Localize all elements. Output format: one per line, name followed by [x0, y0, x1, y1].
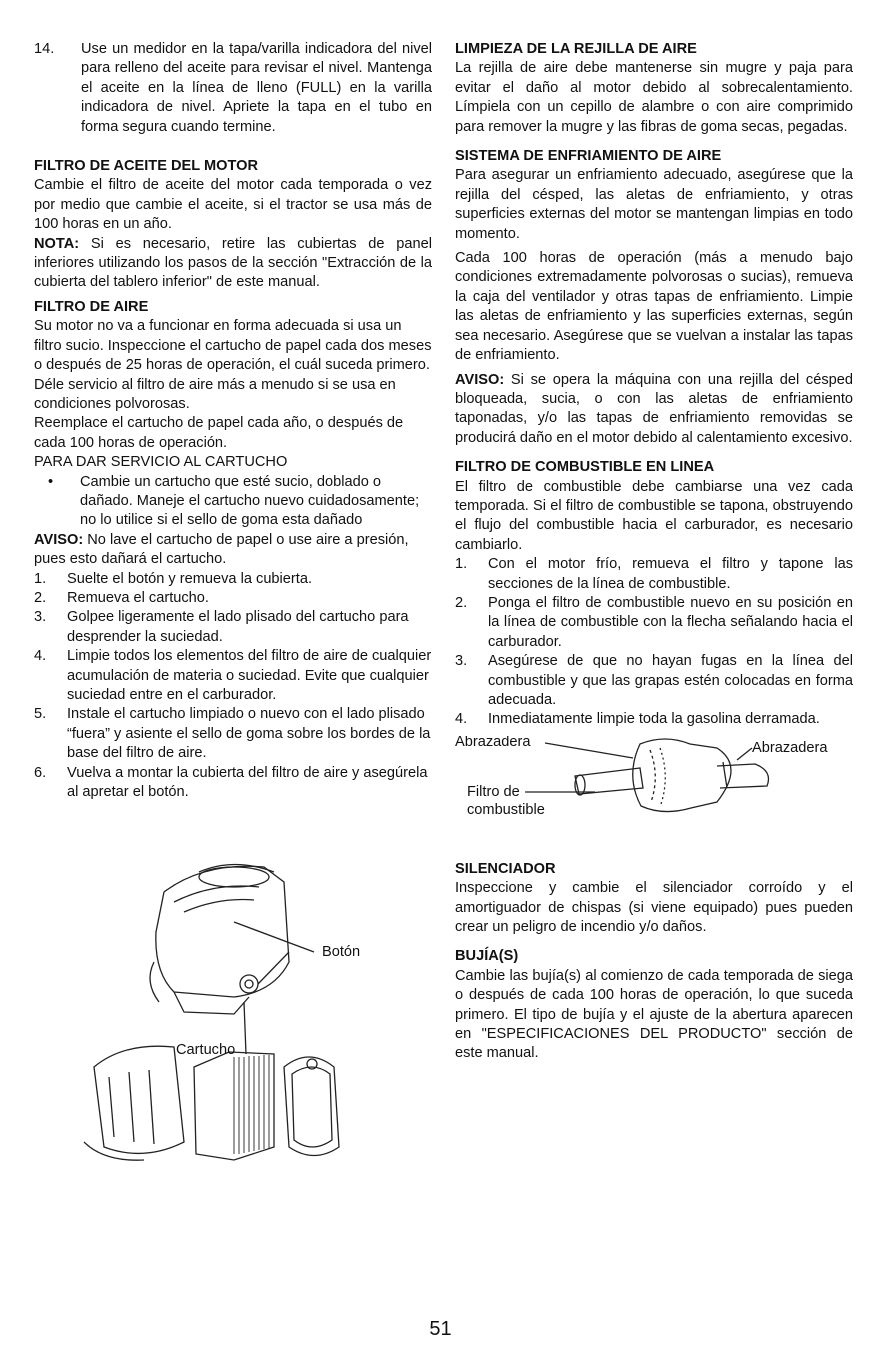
step-text: Con el motor frío, remueva el filtro y tapone las secciones de la línea de combustible.	[488, 556, 853, 592]
cooling-paragraph-2: Cada 100 horas de operación (más a menudo bajo condiciones extremadamente polvorosas o sucias), remueva la caja del ventilador y otras tapas de enfriamiento. Limpie las aletas de enfriamiento y las superficies externas, según sea necesario. Asegúrese que se vuelvan a instalar las tapas de enfriamiento.	[455, 250, 853, 364]
step-5	[34, 705, 432, 763]
step-text: Use un medidor en la tapa/varilla indicadora del nivel para relleno del aceite para revisar el nivel. Mantenga el aceite en la línea de lleno (FULL) en la varilla indicadora de nivel. Apriete la tapa en el tubo en forma segura cuando termine.	[81, 41, 432, 135]
step-number: 1.	[455, 556, 468, 573]
spark-plug-paragraph: Cambie las bujía(s) al comienzo de cada temporada de siega o después de cada 100 horas de operación, lo que suceda primero. El tipo de bujía y el ajuste de la abertura aparecen en "ESPECIFICACIONES DEL PRODUCTO" sección de este manual.	[455, 967, 853, 1062]
spark-plug-heading: BUJÍA(S)	[455, 948, 519, 965]
step-text: Inmediatamente limpie toda la gasolina derramada.	[488, 711, 820, 728]
fuel-step-4	[455, 710, 853, 729]
cooling-aviso-paragraph	[455, 371, 853, 449]
air-filter-figure	[34, 842, 432, 1182]
step-text: Suelte el botón y remueva la cubierta.	[67, 570, 312, 587]
fuel-filter-figure	[455, 736, 853, 816]
air-filter-paragraph-1: Su motor no va a funcionar en forma adecuada si usa un filtro sucio. Inspeccione el cartucho de papel cada dos meses o después de 25 horas de operación, el cuál suceda primero.	[34, 318, 432, 374]
step-text: Limpie todos los elementos del filtro de aire de cualquier acumulación de materia o suciedad. Evite que cualquier suciedad entre en el carburador.	[67, 648, 432, 703]
air-filter-heading: FILTRO DE AIRE	[34, 298, 149, 315]
abrazadera-left-label: Abrazadera	[455, 735, 531, 750]
aviso-label: AVISO:	[34, 531, 84, 548]
step-text: Asegúrese de que no hayan fugas en la línea del combustible y que las grapas estén colocadas en forma adecuada.	[488, 653, 853, 708]
step-number: 4.	[34, 648, 47, 665]
note-label: NOTA:	[34, 235, 80, 252]
step-text: Remueva el cartucho.	[67, 589, 209, 606]
grille-paragraph: La rejilla de aire debe mantenerse sin mugre y paja para evitar el daño al motor debido al sobrecalentamiento. Límpiela con un cepillo de alambre o con aire comprimido para remover la mugre y las fibras de goma secas, pegadas.	[455, 60, 853, 135]
step-3	[34, 608, 432, 647]
note-paragraph	[34, 235, 432, 293]
step-number: 2.	[455, 594, 468, 611]
fuel-step-3	[455, 652, 853, 710]
grille-heading: LIMPIEZA DE LA REJILLA DE AIRE	[455, 41, 697, 57]
filtro-label-line1: Filtro de	[467, 783, 520, 800]
oil-filter-heading: FILTRO DE ACEITE DEL MOTOR	[34, 158, 259, 175]
fuel-filter-paragraph: El filtro de combustible debe cambiarse una vez cada temporada. Si el filtro de combustible se tapona, obstruyendo el flujo del combustible hacia el carburador, es necesario cambiarlo.	[455, 478, 853, 553]
air-filter-paragraph-2: Déle servicio al filtro de aire más a menudo si se usa en condiciones polvorosas.	[34, 376, 396, 412]
muffler-heading: SILENCIADOR	[455, 860, 556, 877]
air-filter-illustration	[34, 842, 432, 1182]
step-text: Ponga el filtro de combustible nuevo en su posición en la línea de combustible con la flecha señalando hacia el carburador.	[488, 594, 853, 650]
fuel-filter-illustration	[455, 736, 853, 816]
step-2	[34, 589, 432, 608]
step-text: Instale el cartucho limpiado o nuevo con el lado plisado “fuera” y asiente el sello de goma sobre los bordes de la base del filtro de aire.	[67, 706, 431, 762]
aviso-label: AVISO:	[455, 371, 505, 388]
step-number: 6.	[34, 764, 47, 781]
note-text: Si es necesario, retire las cubiertas de panel inferiores utilizando los pasos de la sección "Extracción de la cubierta del tablero inferior" de este manual.	[34, 235, 432, 291]
step-number: 3.	[455, 653, 468, 670]
right-column	[455, 40, 853, 1064]
step-6	[34, 764, 432, 803]
air-filter-paragraph-3: Reemplace el cartucho de papel cada año, o después de cada 100 horas de operación.	[34, 415, 404, 451]
bullet-text: Cambie un cartucho que esté sucio, doblado o dañado. Maneje el cartucho nuevo cuidadosamente; no lo utilice si el sello de goma esta dañado	[80, 473, 420, 529]
aviso-text: No lave el cartucho de papel o use aire a presión, pues esto dañará el cartucho.	[34, 531, 409, 568]
step-number: 4.	[455, 711, 468, 728]
step-1	[34, 570, 432, 589]
step-text: Golpee ligeramente el lado plisado del cartucho para desprender la suciedad.	[67, 609, 409, 645]
aviso-text: Si se opera la máquina con una rejilla del césped bloqueada, sucia, o con las aletas de enfriamiento taponadas, y/o las tapas de enfriamiento removidas se producirá daño en el motor debido al calentamiento excesivo.	[455, 371, 853, 446]
bullet-item	[34, 473, 432, 531]
muffler-paragraph: Inspeccione y cambie el silenciador corroído y el amortiguador de chispas (si viene equipado) pues pueden crear un peligro de incendio y/o daños.	[455, 880, 853, 936]
step-4	[34, 647, 432, 705]
step-14	[34, 40, 432, 137]
oil-filter-paragraph: Cambie el filtro de aceite del motor cada temporada o vez por medio que cambie el aceite, si el tractor se usa más de 100 horas en un año.	[34, 177, 432, 233]
filtro-label-line2: combustible	[467, 801, 545, 816]
step-number: 5.	[34, 706, 47, 723]
fuel-filter-heading: FILTRO DE COMBUSTIBLE EN LINEA	[455, 459, 715, 476]
cooling-heading: SISTEMA DE ENFRIAMIENTO DE AIRE	[455, 148, 722, 165]
fuel-step-2	[455, 594, 853, 652]
step-number: 14.	[34, 41, 55, 57]
abrazadera-right-label: Abrazadera	[752, 739, 828, 756]
boton-label: Botón	[322, 944, 361, 961]
cartucho-label: Cartucho	[176, 1042, 236, 1059]
aviso-paragraph	[34, 531, 432, 570]
bullet-mark: •	[48, 473, 54, 490]
step-number: 1.	[34, 570, 47, 587]
cooling-paragraph-1: Para asegurar un enfriamiento adecuado, asegúrese que la rejilla del césped, las aletas de enfriamiento, y otras superficies externas del motor se mantengan limpias en todo momento.	[455, 167, 853, 242]
step-number: 3.	[34, 609, 47, 626]
service-heading: PARA DAR SERVICIO AL CARTUCHO	[34, 454, 288, 471]
left-column	[34, 40, 432, 1182]
page-number: 51	[429, 1318, 452, 1340]
step-text: Vuelva a montar la cubierta del filtro de aire y asegúrela al apretar el botón.	[67, 764, 428, 801]
fuel-step-1	[455, 555, 853, 594]
step-number: 2.	[34, 589, 47, 606]
